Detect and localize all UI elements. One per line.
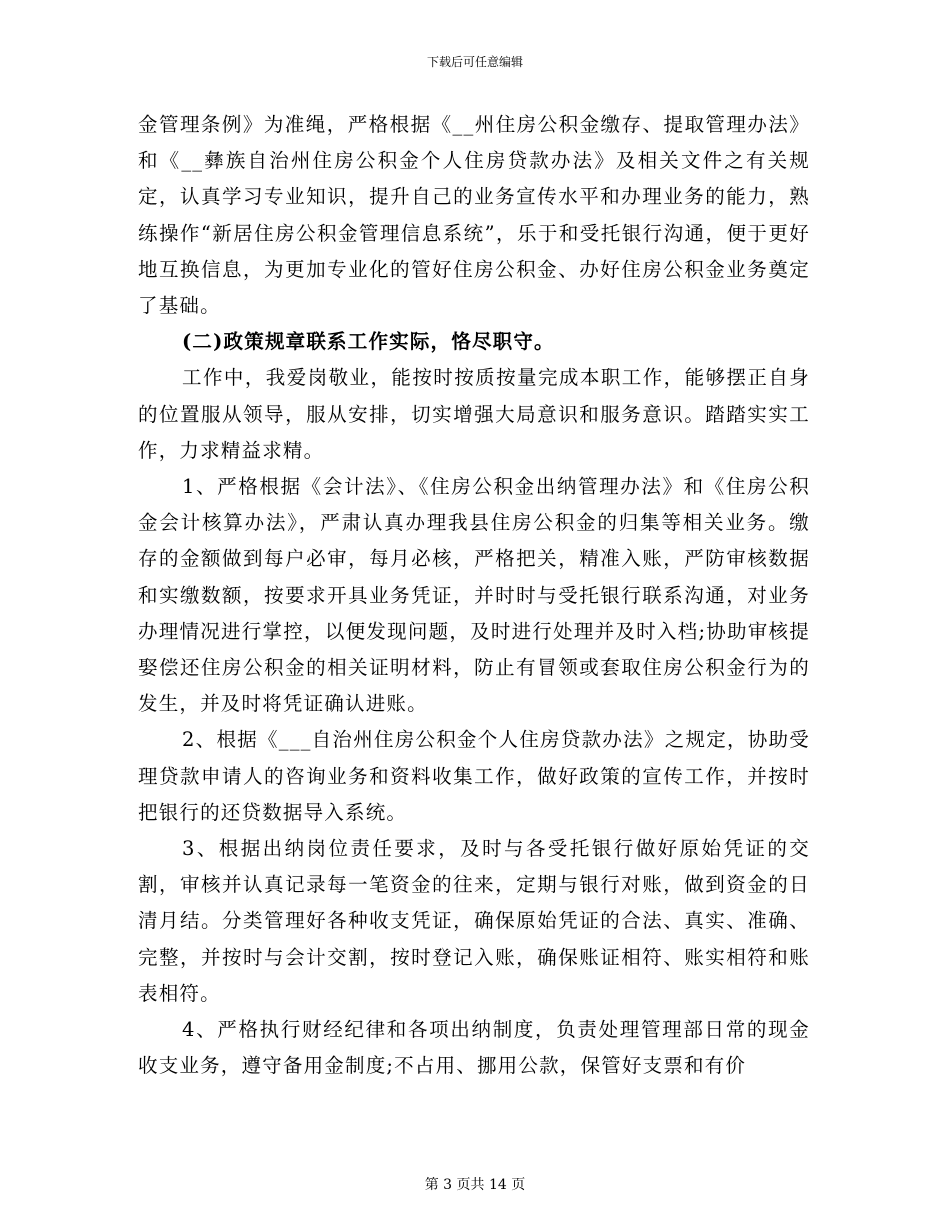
paragraph-item-1: 1、严格根据《会计法》、《住房公积金出纳管理办法》和《住房公积金会计核算办法》，严肃认真办理我县住房公积金的归集等相关业务。缴存的金额做到每户必审，每月必核，严格把关，精准入账，严防审核数据和实缴数额，按要求开具业务凭证，并时时与受托银行联系沟通，对业务办理情况进行掌控，以便发现问题，及时进行处理并及时入档;协助审核提娶偿还住房公积金的相关证明材料，防止有冒领或套取住房公积金行为的发生，并及时将凭证确认进账。 (138, 475, 810, 716)
page-header-note: 下载后可任意编辑 (426, 55, 523, 69)
page-number: 第 3 页共 14 页 (424, 1177, 526, 1193)
paragraph-item-2: 2、根据《___自治州住房公积金个人住房贷款办法》之规定，协助受理贷款申请人的咨询业务和资料收集工作，做好政策的宣传工作，并按时把银行的还贷数据导入系统。 (138, 728, 810, 824)
document-body (138, 107, 810, 1084)
paragraph-continuation: 金管理条例》为准绳，严格根据《__州住房公积金缴存、提取管理办法》和《__彝族自治州住房公积金个人住房贷款办法》及相关文件之有关规定，认真学习专业知识，提升自己的业务宣传水平和办理业务的能力，熟练操作“新居住房公积金管理信息系统”，乐于和受托银行沟通，便于更好地互换信息，为更加专业化的管好住房公积金、办好住房公积金业务奠定了基础。 (138, 113, 810, 318)
paragraph-item-4: 4、严格执行财经纪律和各项出纳制度，负责处理管理部日常的现金收支业务，遵守备用金制度;不占用、挪用公款，保管好支票和有价 (138, 1018, 810, 1078)
section-heading: (二)政策规章联系工作实际，恪尽职守。 (182, 330, 555, 354)
paragraph-work-attitude: 工作中，我爱岗敬业，能按时按质按量完成本职工作，能够摆正自身的位置服从领导，服从安排，切实增强大局意识和服务意识。踏踏实实工作，力求精益求精。 (138, 366, 810, 462)
paragraph-item-3: 3、根据出纳岗位责任要求，及时与各受托银行做好原始凭证的交割，审核并认真记录每一笔资金的往来，定期与银行对账，做到资金的日清月结。分类管理好各种收支凭证，确保原始凭证的合法、真实、准确、完整，并按时与会计交割，按时登记入账，确保账证相符、账实相符和账表相符。 (138, 837, 810, 1005)
